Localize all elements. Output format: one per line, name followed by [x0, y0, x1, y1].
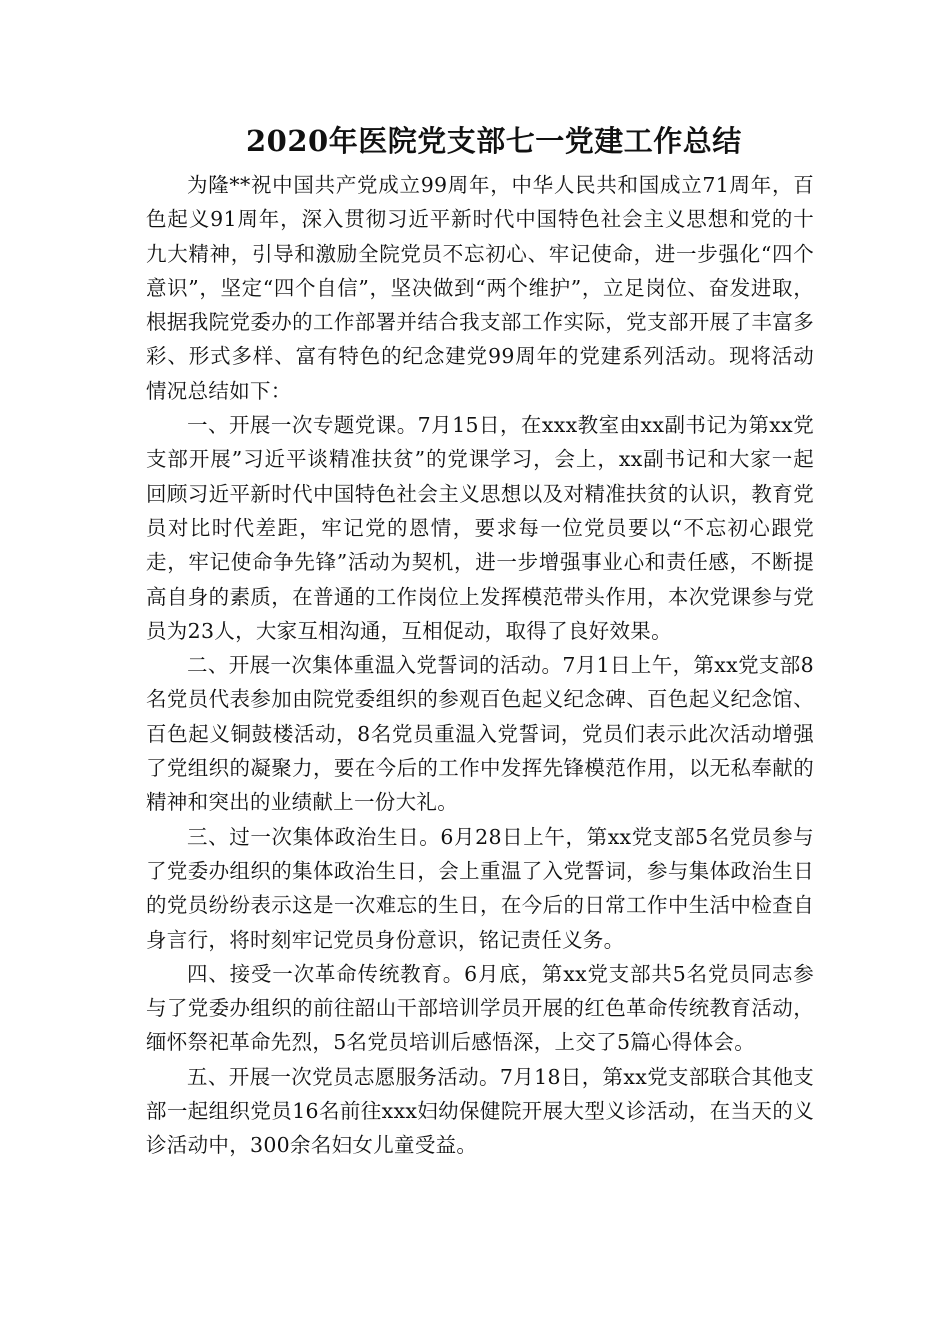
document-title: 2020年医院党支部七一党建工作总结 [246, 124, 742, 158]
paragraph-item-5: 五、开展一次党员志愿服务活动。7月18日，第xx党支部联合其他支部一起组织党员16名前往xxx妇幼保健院开展大型义诊活动，在当天的义诊活动中，300余名妇女儿童受益。 [146, 1064, 814, 1158]
paragraph-intro: 为隆**祝中国共产党成立99周年，中华人民共和国成立71周年，百色起义91周年，深入贯彻习近平新时代中国特色社会主义思想和党的十九大精神，引导和激励全院党员不忘初心、牢记使命，进一步强化“四个意识”，坚定“四个自信”，坚决做到“两个维护”，立足岗位、奋发进取，根据我院党委办的工作部署并结合我支部工作实际，党支部开展了丰富多彩、形式多样、富有特色的纪念建党99周年的党建系列活动。现将活动情况总结如下： [146, 173, 814, 403]
paragraph-item-2: 二、开展一次集体重温入党誓词的活动。7月1日上午，第xx党支部8名党员代表参加由院党委组织的参观百色起义纪念碑、百色起义纪念馆、百色起义铜鼓楼活动，8名党员重温入党誓词，党员们表示此次活动增强了党组织的凝聚力，要在今后的工作中发挥先锋模范作用，以无私奉献的精神和突出的业绩献上一份大礼。 [146, 653, 814, 815]
paragraph-item-1: 一、开展一次专题党课。7月15日，在xxx教室由xx副书记为第xx党支部开展”习近平谈精准扶贫”的党课学习，会上，xx副书记和大家一起回顾习近平新时代中国特色社会主义思想以及对精准扶贫的认识，教育党员对比时代差距，牢记党的恩情，要求每一位党员要以“不忘初心跟党走，牢记使命争先锋”活动为契机，进一步增强事业心和责任感，不断提高自身的素质，在普通的工作岗位上发挥模范带头作用，本次党课参与党员为23人，大家互相沟通，互相促动，取得了良好效果。 [146, 413, 814, 643]
document-page [146, 118, 814, 1163]
paragraph-item-4: 四、接受一次革命传统教育。6月底，第xx党支部共5名党员同志参与了党委办组织的前往韶山干部培训学员开展的红色革命传统教育活动，缅怀祭祀革命先烈，5名党员培训后感悟深，上交了5篇心得体会。 [146, 961, 814, 1055]
paragraph-item-3: 三、过一次集体政治生日。6月28日上午，第xx党支部5名党员参与了党委办组织的集体政治生日，会上重温了入党誓词，参与集体政治生日的党员纷纷表示这是一次难忘的生日，在今后的日常工作中生活中检查自身言行，将时刻牢记党员身份意识，铭记责任义务。 [146, 824, 814, 952]
